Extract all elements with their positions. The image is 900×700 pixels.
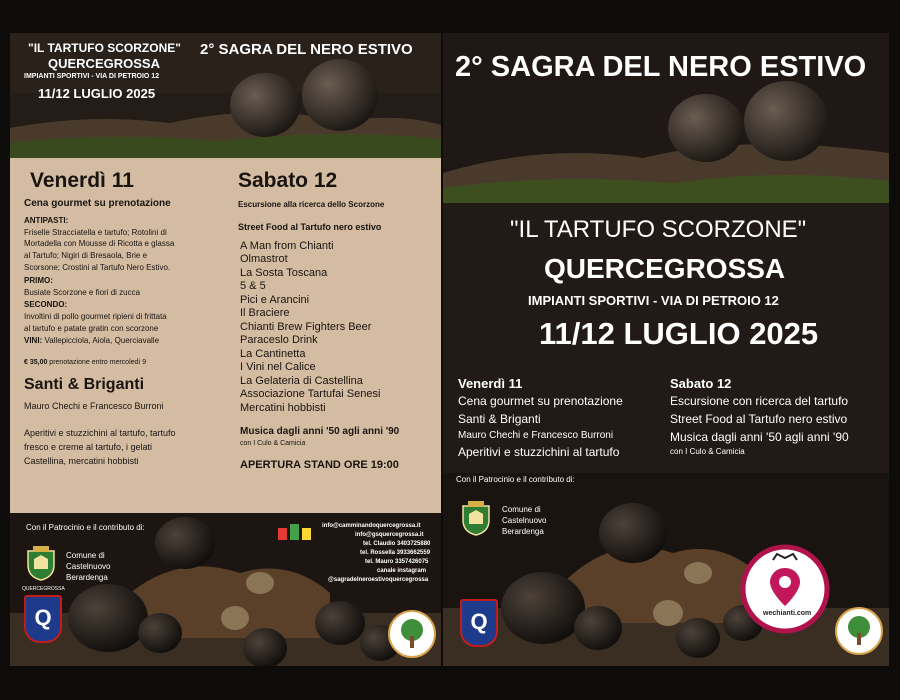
left-header-place: QUERCEGROSSA bbox=[48, 56, 160, 71]
left-q-logo-label: QUERCEGROSSA bbox=[22, 586, 65, 592]
right-title: 2° SAGRA DEL NERO ESTIVO bbox=[455, 51, 867, 83]
vendor-item: La Sosta Toscana bbox=[240, 267, 328, 279]
right-saturday-line-3: Musica dagli anni '50 agli anni '90 bbox=[670, 430, 849, 444]
comune-crest-icon bbox=[461, 500, 491, 536]
right-saturday-line-4: con I Culo & Camicia bbox=[670, 447, 745, 456]
vendor-item: La Gelateria di Castellina bbox=[240, 375, 363, 387]
price-line bbox=[24, 359, 146, 366]
right-subtitle: "IL TARTUFO SCORZONE" bbox=[510, 216, 807, 243]
antipasti-line-2: Mortadella con Mousse di Ricotta e glassa bbox=[24, 239, 175, 248]
saturday-day: Sabato 12 bbox=[238, 169, 338, 192]
band-name: Santi & Briganti bbox=[24, 376, 145, 393]
sponsor-logo-icon bbox=[278, 524, 312, 542]
opening-time: APERTURA STAND ORE 19:00 bbox=[240, 459, 399, 471]
saturday-music-band: con I Culo & Camicia bbox=[240, 440, 306, 447]
vini-line bbox=[24, 336, 159, 345]
vendor-item: A Man from Chianti bbox=[240, 240, 334, 252]
vendor-item: Pici e Arancini bbox=[240, 294, 310, 306]
left-patronage: Con il Patrocinio e il contributo di: bbox=[26, 523, 145, 532]
left-header-subtitle: "IL TARTUFO SCORZONE" bbox=[28, 41, 181, 55]
right-friday-line-3: Mauro Chechi e Francesco Burroni bbox=[458, 430, 614, 441]
vendor-item: 5 & 5 bbox=[240, 280, 266, 292]
vendor-item: La Cantinetta bbox=[240, 348, 306, 360]
saturday-music: Musica dagli anni '50 agli anni '90 bbox=[240, 426, 400, 437]
antipasti-line-3: al Tartufo; Nigiri di Bresaola, Brie e bbox=[24, 251, 148, 260]
left-header-venue: IMPIANTI SPORTIVI - VIA DI PETROIO 12 bbox=[24, 73, 160, 80]
q-logo-letter: Q bbox=[34, 605, 52, 630]
friday-subtitle: Cena gourmet su prenotazione bbox=[24, 198, 171, 209]
vini-label: VINI: bbox=[24, 336, 43, 345]
right-comune-line-3: Berardenga bbox=[502, 527, 544, 536]
antipasti-line-1: Friselle Stracciatella e tartufo; Rotolini di bbox=[24, 228, 167, 237]
friday-extra-1: Aperitivi e stuzzichini al tartufo, tartufo bbox=[24, 428, 176, 438]
vini-text: Vallepicciola, Aiola, Querciavalle bbox=[42, 336, 160, 345]
vendor-item: Il Braciere bbox=[240, 307, 290, 319]
wechianti-badge bbox=[740, 544, 830, 634]
left-flyer bbox=[10, 33, 441, 666]
saturday-subtitle: Escursione alla ricerca dello Scorzone bbox=[238, 200, 385, 209]
right-venue: IMPIANTI SPORTIVI - VIA DI PETROIO 12 bbox=[528, 293, 779, 308]
antipasti-line-4: Scorsone; Crostini al Tartufo Nero Estivo. bbox=[24, 263, 171, 272]
vendor-item: Associazione Tartufai Senesi bbox=[240, 388, 381, 400]
right-friday-line-4: Aperitivi e stuzzichini al tartufo bbox=[458, 445, 620, 459]
friday-extra-2: fresco e creme al tartufo, i gelati bbox=[24, 442, 153, 452]
secondo-label: SECONDO: bbox=[24, 300, 68, 309]
price-note: prenotazione entro mercoledì 9 bbox=[47, 359, 147, 366]
right-saturday-day: Sabato 12 bbox=[670, 376, 732, 391]
vendor-item: Mercatini hobbisti bbox=[240, 402, 326, 414]
contact-phone-1: tel. Claudio 3403725880 bbox=[363, 541, 431, 547]
instagram-handle[interactable]: @sagradelneroestivoquercegrossa bbox=[328, 577, 429, 583]
wechianti-text: wechianti.com bbox=[763, 610, 812, 617]
q-logo-letter: Q bbox=[470, 609, 488, 634]
street-food-title: Street Food al Tartufo nero estivo bbox=[238, 222, 382, 232]
vendor-item: Chianti Brew Fighters Beer bbox=[240, 321, 372, 333]
comune-crest-icon bbox=[26, 545, 56, 581]
vendor-item: I Vini nel Calice bbox=[240, 361, 316, 373]
vendor-item: Olmastrot bbox=[240, 253, 288, 265]
instagram-label: canale instagram bbox=[377, 568, 427, 574]
right-saturday-line-1: Escursione con ricerca del tartufo bbox=[670, 394, 849, 408]
contact-email-1[interactable]: info@camminandoquercegrossa.it bbox=[322, 523, 421, 529]
left-comune-line-2: Castelnuovo bbox=[66, 562, 111, 571]
contact-email-2[interactable]: info@gsquercegrossa.it bbox=[355, 532, 424, 538]
left-header-title: 2° SAGRA DEL NERO ESTIVO bbox=[200, 41, 413, 58]
band-members: Mauro Chechi e Francesco Burroni bbox=[24, 401, 164, 411]
left-comune-line-1: Comune di bbox=[66, 551, 105, 560]
secondo-line-1: Involtini di pollo gourmet ripieni di frittata bbox=[24, 312, 167, 321]
right-comune-line-2: Castelnuovo bbox=[502, 516, 547, 525]
quercegrossa-logo bbox=[460, 599, 498, 647]
friday-day: Venerdì 11 bbox=[30, 169, 134, 192]
right-patronage: Con il Patrocinio e il contributo di: bbox=[456, 475, 575, 484]
contact-phone-3: tel. Mauro 3357426075 bbox=[365, 559, 429, 565]
secondo-line-2: al tartufo e patate gratin con scorzone bbox=[24, 324, 159, 333]
right-place: QUERCEGROSSA bbox=[544, 253, 786, 284]
right-dates: 11/12 LUGLIO 2025 bbox=[539, 316, 819, 351]
left-header-dates: 11/12 LUGLIO 2025 bbox=[38, 86, 156, 101]
vendor-item: Paraceslo Drink bbox=[240, 334, 318, 346]
left-comune-line-3: Berardenga bbox=[66, 573, 108, 582]
primo-text: Busiate Scorzone e fiori di zucca bbox=[24, 288, 141, 297]
right-friday-day: Venerdì 11 bbox=[458, 376, 523, 391]
right-comune-line-1: Comune di bbox=[502, 505, 541, 514]
antipasti-label: ANTIPASTI: bbox=[24, 216, 69, 225]
right-friday-line-1: Cena gourmet su prenotazione bbox=[458, 394, 623, 408]
price: € 35,00 bbox=[24, 359, 48, 366]
tree-association-logo bbox=[835, 607, 883, 655]
tree-association-logo bbox=[388, 610, 436, 658]
tree-icon bbox=[390, 612, 434, 656]
primo-label: PRIMO: bbox=[24, 276, 53, 285]
contact-phone-2: tel. Rossella 3933662559 bbox=[360, 550, 431, 556]
quercegrossa-logo bbox=[24, 595, 62, 643]
tree-icon bbox=[837, 609, 881, 653]
right-saturday-line-2: Street Food al Tartufo nero estivo bbox=[670, 412, 848, 426]
right-friday-line-2: Santi & Briganti bbox=[458, 412, 541, 426]
friday-extra-3: Castellina, mercatini hobbisti bbox=[24, 456, 139, 466]
right-flyer bbox=[443, 33, 889, 666]
